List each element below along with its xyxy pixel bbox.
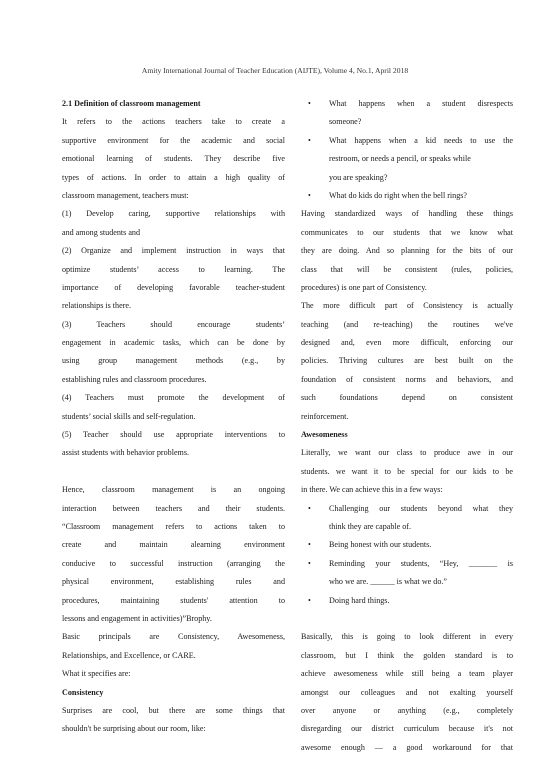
text-line: The more difficult part of Consistency is actually	[301, 301, 513, 311]
text-line: Relationships, and Excellence, or CARE.	[62, 650, 196, 660]
text-line: awesome enough — a good workaround for that	[301, 742, 513, 752]
text-line: shouldn't be surprising about our room, like:	[62, 724, 206, 734]
text-line: Basic principals are Consistency, Awesomeness,	[62, 632, 285, 642]
journal-header: Amity International Journal of Teacher Education (AIJTE), Volume 4, No.1, April 2018	[141, 66, 409, 75]
text-line: It refers to the actions teachers take to create a	[62, 117, 285, 127]
bullet-item: • What do kids do right when the bell rings?	[301, 187, 513, 205]
text-line: supportive environment for the academic and social	[62, 135, 285, 145]
text-line: reinforcement.	[301, 411, 349, 421]
bullet-item-continued: restroom, or needs a pencil, or speaks while	[329, 154, 471, 164]
text-line: establishing rules and classroom procedures.	[62, 374, 207, 384]
text-line: “Classroom management refers to actions taken to	[62, 521, 285, 531]
bullet-item-continued: someone?	[329, 117, 362, 127]
awesomeness-heading: Awesomeness	[301, 430, 348, 440]
text-line: (5) Teacher should use appropriate interventions to	[62, 430, 285, 440]
text-line: engagement in academic tasks, which can be done by	[62, 338, 285, 348]
text-line: (1) Develop caring, supportive relationships with	[62, 209, 285, 219]
bullet-item: • Challenging our students beyond what they	[301, 500, 513, 518]
text-line: in there. We can achieve this in a few ways:	[301, 485, 443, 495]
text-line: lessons and engagement in activities)”Brophy.	[62, 613, 212, 623]
bullet-item: • Reminding your students, “Hey, _______ is	[301, 555, 513, 573]
bullet-item: • What happens when a student disrespects	[301, 95, 513, 113]
text-line: (2) Organize and implement instruction in ways that	[62, 246, 285, 256]
text-line: relationships is there.	[62, 301, 132, 311]
text-line: using group management methods (e.g., by	[62, 356, 285, 366]
text-line: Surprises are cool, but there are some things that	[62, 705, 285, 715]
bullet-icon: •	[308, 190, 311, 200]
text-line: What it specifies are:	[62, 669, 131, 679]
bullet-icon: •	[308, 540, 311, 550]
text-line: Literally, we want our class to produce awe in our	[301, 448, 513, 458]
text-line: such foundations depend on consistent	[301, 393, 513, 403]
text-line: they are doing. And so planning for the bits of our	[301, 246, 513, 256]
paragraph-gap	[62, 463, 285, 481]
text-line: create and maintain alearning environment	[62, 540, 285, 550]
text-line: classroom, but I think the golden standard is to	[301, 650, 513, 660]
text-line: types of actions. In order to attain a high quality of	[62, 172, 285, 182]
consistency-heading: Consistency	[62, 687, 104, 697]
text-line: teaching (and re-teaching) the routines we've	[301, 319, 513, 329]
bullet-item-continued: think they are capable of.	[329, 521, 412, 531]
bullet-icon: •	[308, 503, 311, 513]
bullet-icon: •	[308, 99, 311, 108]
text-line: amongst our colleagues and not exalting yourself	[301, 687, 513, 697]
text-line: physical environment, establishing rules and	[62, 577, 285, 587]
text-line: classroom management, teachers must:	[62, 190, 189, 200]
text-line: (3) Teachers should encourage students’	[62, 319, 285, 329]
bullet-item: • Being honest with our students.	[301, 536, 513, 554]
text-line: interaction between teachers and their students.	[62, 503, 285, 513]
bullet-item: • What happens when a kid needs to use the	[301, 132, 513, 150]
text-line: importance of developing favorable teacher-student	[62, 282, 285, 292]
text-line: class that will be consistent (rules, policies,	[301, 264, 513, 274]
text-line: designed and, even more difficult, enforcing our	[301, 338, 513, 348]
text-line: assist students with behavior problems.	[62, 448, 190, 458]
text-line: procedures, maintaining students' attention to	[62, 595, 285, 605]
text-line: emotional learning of students. They describe five	[62, 154, 285, 164]
bullet-item-continued: you are speaking?	[329, 172, 388, 182]
text-line: disregarding our district curriculum because it's not	[301, 724, 513, 734]
text-line: procedures) is one part of Consistency.	[301, 282, 427, 292]
paragraph-gap	[301, 610, 513, 628]
right-column	[301, 95, 513, 757]
text-line: over anyone or anything (e.g., completely	[301, 705, 513, 715]
text-line: Having standardized ways of handling these things	[301, 209, 513, 219]
text-line: foundation of consistent norms and behaviors, and	[301, 374, 513, 384]
bullet-icon: •	[308, 135, 311, 145]
text-line: achieve awesomeness while still being a team player	[301, 669, 513, 679]
left-column	[62, 95, 285, 739]
text-line: Hence, classroom management is an ongoing	[62, 485, 285, 495]
text-line: optimize students’ access to learning. The	[62, 264, 285, 274]
bullet-icon: •	[308, 558, 311, 568]
section-heading: 2.1 Definition of classroom management	[62, 99, 201, 108]
bullet-icon: •	[308, 595, 311, 605]
text-line: communicates to our students that we know what	[301, 227, 513, 237]
text-line: students. we want it to be special for our kids to be	[301, 466, 513, 476]
bullet-item-continued: who we are. ______ is what we do.”	[329, 577, 448, 587]
text-line: students’ social skills and self-regulation.	[62, 411, 196, 421]
text-line: Basically, this is going to look different in every	[301, 632, 513, 642]
text-line: conducive to successful instruction (arranging the	[62, 558, 285, 568]
text-line: policies. Thriving cultures are best built on the	[301, 356, 513, 366]
text-line: (4) Teachers must promote the development of	[62, 393, 285, 403]
bullet-item: • Doing hard things.	[301, 592, 513, 610]
text-line: and among students and	[62, 227, 141, 237]
